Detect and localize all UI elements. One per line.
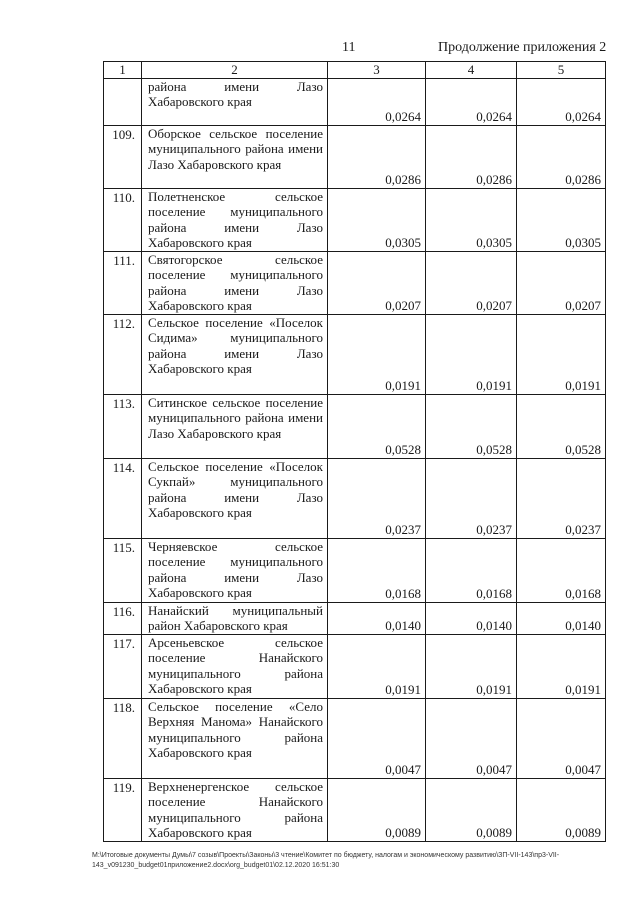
column-header: 4 — [426, 62, 517, 79]
value-col4: 0,0047 — [426, 699, 517, 779]
municipality-name: Полетненское сельское поселение муниципального района имени Лазо Хабаровского края — [142, 189, 328, 252]
municipality-name: Черняевское сельское поселение муниципального района имени Лазо Хабаровского края — [142, 539, 328, 603]
row-number: 109. — [104, 126, 142, 189]
value-col3: 0,0047 — [328, 699, 426, 779]
value-col3: 0,0237 — [328, 459, 426, 539]
value-col4: 0,0191 — [426, 315, 517, 395]
value-col5: 0,0528 — [517, 395, 606, 459]
row-number: 118. — [104, 699, 142, 779]
value-col5: 0,0191 — [517, 635, 606, 699]
value-col3: 0,0528 — [328, 395, 426, 459]
value-col4: 0,0264 — [426, 79, 517, 126]
municipality-name: Оборское сельское поселение муниципального района имени Лазо Хабаровского края — [142, 126, 328, 189]
value-col4: 0,0089 — [426, 779, 517, 842]
row-number: 112. — [104, 315, 142, 395]
value-col3: 0,0191 — [328, 635, 426, 699]
table-row — [104, 126, 606, 189]
table-row — [104, 459, 606, 539]
municipality-name: Ситинское сельское поселение муниципального района имени Лазо Хабаровского края — [142, 395, 328, 459]
value-col4: 0,0305 — [426, 189, 517, 252]
municipality-name: Нанайский муниципальный район Хабаровского края — [142, 603, 328, 635]
file-path-footer: M:\Итоговые документы Думы\7 созыв\Проекты\Законы\3 чтение\Комитет по бюджету, налогам и экономическому развитию\ЗП-VII-143\пр3-VII-143_v091230_budget01приложение2.docx\org_budget01\02.12.2020 16:51:30 — [92, 852, 560, 869]
table-row — [104, 603, 606, 635]
table-row — [104, 779, 606, 842]
row-number: 110. — [104, 189, 142, 252]
value-col4: 0,0140 — [426, 603, 517, 635]
value-col5: 0,0047 — [517, 699, 606, 779]
value-col3: 0,0140 — [328, 603, 426, 635]
row-number — [104, 79, 142, 126]
continuation-label: Продолжение приложения 2 — [438, 40, 607, 55]
header-row — [104, 62, 606, 79]
value-col4: 0,0528 — [426, 395, 517, 459]
municipality-name: района имени Лазо Хабаровского края — [142, 79, 328, 126]
data-table — [103, 61, 606, 842]
value-col5: 0,0191 — [517, 315, 606, 395]
value-col5: 0,0168 — [517, 539, 606, 603]
value-col3: 0,0207 — [328, 252, 426, 315]
table-row — [104, 79, 606, 126]
value-col5: 0,0237 — [517, 459, 606, 539]
value-col5: 0,0140 — [517, 603, 606, 635]
municipality-name: Верхненергенское сельское поселение Нанайского муниципального района Хабаровского края — [142, 779, 328, 842]
row-number: 119. — [104, 779, 142, 842]
municipality-name: Святогорское сельское поселение муниципального района имени Лазо Хабаровского края — [142, 252, 328, 315]
row-number: 115. — [104, 539, 142, 603]
value-col4: 0,0286 — [426, 126, 517, 189]
value-col4: 0,0168 — [426, 539, 517, 603]
table-row — [104, 699, 606, 779]
value-col5: 0,0089 — [517, 779, 606, 842]
value-col5: 0,0264 — [517, 79, 606, 126]
value-col3: 0,0286 — [328, 126, 426, 189]
value-col4: 0,0237 — [426, 459, 517, 539]
row-number: 116. — [104, 603, 142, 635]
row-number: 117. — [104, 635, 142, 699]
column-header: 1 — [104, 62, 142, 79]
table-row — [104, 539, 606, 603]
column-header: 3 — [328, 62, 426, 79]
value-col3: 0,0264 — [328, 79, 426, 126]
column-header: 2 — [142, 62, 328, 79]
value-col3: 0,0168 — [328, 539, 426, 603]
value-col3: 0,0089 — [328, 779, 426, 842]
table-row — [104, 635, 606, 699]
column-header: 5 — [517, 62, 606, 79]
value-col4: 0,0207 — [426, 252, 517, 315]
value-col3: 0,0191 — [328, 315, 426, 395]
municipality-name: Сельское поселение «Село Верхняя Манома» Нанайского муниципального района Хабаровского края — [142, 699, 328, 779]
table-row — [104, 315, 606, 395]
value-col5: 0,0207 — [517, 252, 606, 315]
municipality-name: Арсеньевское сельское поселение Нанайского муниципального района Хабаровского края — [142, 635, 328, 699]
value-col5: 0,0286 — [517, 126, 606, 189]
municipality-name: Сельское поселение «Поселок Сукпай» муниципального района имени Лазо Хабаровского края — [142, 459, 328, 539]
row-number: 113. — [104, 395, 142, 459]
municipality-name: Сельское поселение «Поселок Сидима» муниципального района имени Лазо Хабаровского края — [142, 315, 328, 395]
table-row — [104, 189, 606, 252]
table-row — [104, 395, 606, 459]
row-number: 111. — [104, 252, 142, 315]
row-number: 114. — [104, 459, 142, 539]
page-number: 11 — [342, 40, 356, 55]
value-col5: 0,0305 — [517, 189, 606, 252]
table-row — [104, 252, 606, 315]
value-col4: 0,0191 — [426, 635, 517, 699]
value-col3: 0,0305 — [328, 189, 426, 252]
